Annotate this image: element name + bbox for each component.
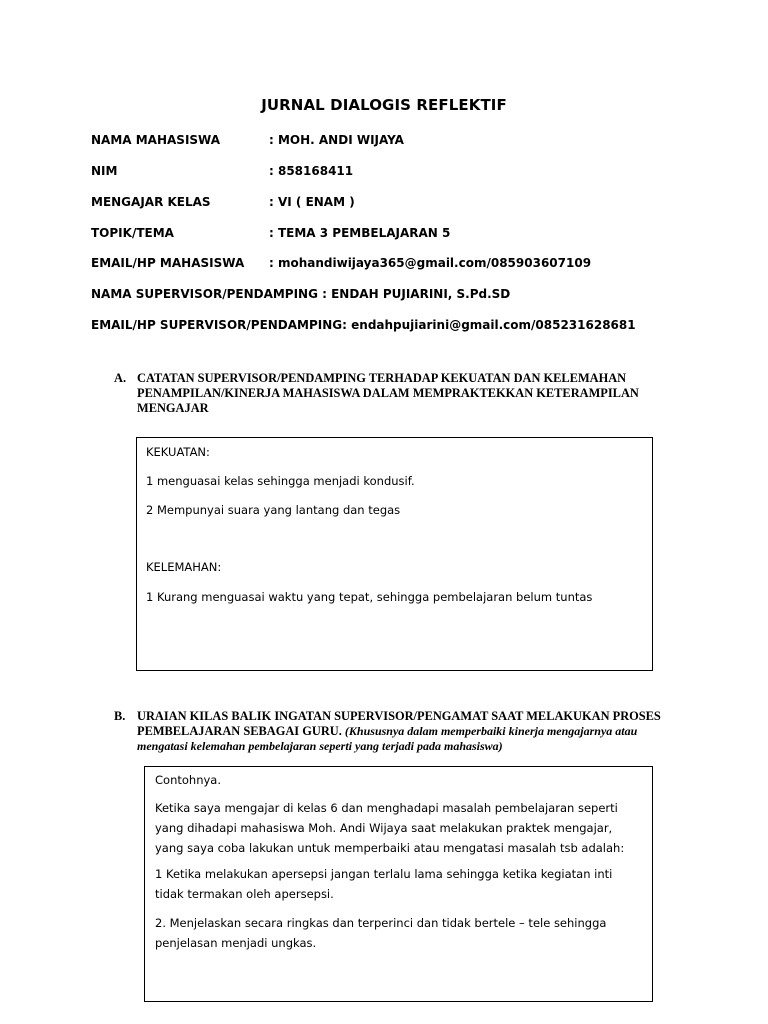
strength-item: 1 menguasai kelas sehingga menjadi kondusif.	[146, 474, 415, 488]
section-a-heading	[114, 371, 674, 416]
info-label: EMAIL/HP MAHASISWA	[91, 256, 245, 270]
reflection-point: 1 Ketika melakukan apersepsi jangan terlalu lama sehingga ketika kegiatan inti tidak termakan oleh apersepsi.	[155, 867, 613, 901]
info-label: MENGAJAR KELAS	[91, 195, 211, 209]
section-subheading: (Khususnya dalam memperbaiki kinerja mengajarnya atau mengatasi kelemahan pembelajaran seperti yang terjadi pada mahasiswa)	[137, 724, 638, 753]
weakness-item: 1 Kurang menguasai waktu yang tepat, sehingga pembelajaran belum tuntas	[146, 590, 593, 604]
info-label: TOPIK/TEMA	[91, 226, 174, 240]
section-b-box	[144, 766, 653, 1002]
info-label: NAMA MAHASISWA	[91, 133, 221, 147]
info-label: NIM	[91, 164, 118, 178]
info-row-supervisor-name	[91, 287, 510, 301]
section-heading-text: URAIAN KILAS BALIK INGATAN SUPERVISOR/PENGAMAT SAAT MELAKUKAN PROSES PEMBELAJARAN SEBAGAI GURU.	[137, 709, 661, 738]
section-b-heading	[114, 709, 674, 754]
section-letter: B.	[114, 709, 126, 723]
info-label: EMAIL/HP SUPERVISOR/PENDAMPING:	[91, 318, 347, 332]
section-letter: A.	[114, 371, 127, 385]
section-a-box	[136, 437, 653, 671]
info-value: : 858168411	[269, 164, 354, 178]
info-value: : mohandiwijaya365@gmail.com/085903607109	[269, 256, 592, 270]
reflection-point: 2. Menjelaskan secara ringkas dan terperinci dan tidak bertele – tele sehingga penjelasan menjadi ungkas.	[155, 916, 607, 950]
strengths-label: KEKUATAN:	[146, 445, 210, 459]
info-value: endahpujiarini@gmail.com/085231628681	[346, 318, 636, 332]
info-row-class	[91, 195, 355, 209]
info-value: : TEMA 3 PEMBELAJARAN 5	[269, 226, 451, 240]
info-row-student-name	[91, 133, 404, 147]
reflection-paragraph: Ketika saya mengajar di kelas 6 dan menghadapi masalah pembelajaran seperti yang dihadapi mahasiswa Moh. Andi Wijaya saat melakukan praktek mengajar, yang saya coba lakukan untuk memperbaiki atau mengatasi masalah tsb adalah:	[155, 801, 625, 855]
weaknesses-label: KELEMAHAN:	[146, 560, 222, 574]
info-row-supervisor-email	[91, 318, 636, 332]
strength-item: 2 Mempunyai suara yang lantang dan tegas	[146, 503, 401, 517]
info-value: : VI ( ENAM )	[269, 195, 355, 209]
info-row-topic	[91, 226, 450, 240]
info-label: NAMA SUPERVISOR/PENDAMPING	[91, 287, 318, 301]
info-row-student-email	[91, 256, 591, 270]
info-row-nim	[91, 164, 353, 178]
document-title: JURNAL DIALOGIS REFLEKTIF	[261, 96, 507, 114]
info-value: : ENDAH PUJIARINI, S.Pd.SD	[317, 287, 511, 301]
info-value: : MOH. ANDI WIJAYA	[269, 133, 404, 147]
example-label: Contohnya.	[155, 773, 221, 787]
section-heading-text: CATATAN SUPERVISOR/PENDAMPING TERHADAP KEKUATAN DAN KELEMAHAN PENAMPILAN/KINERJA MAHASISWA DALAM MEMPRAKTEKKAN KETERAMPILAN MENGAJAR	[137, 371, 639, 415]
